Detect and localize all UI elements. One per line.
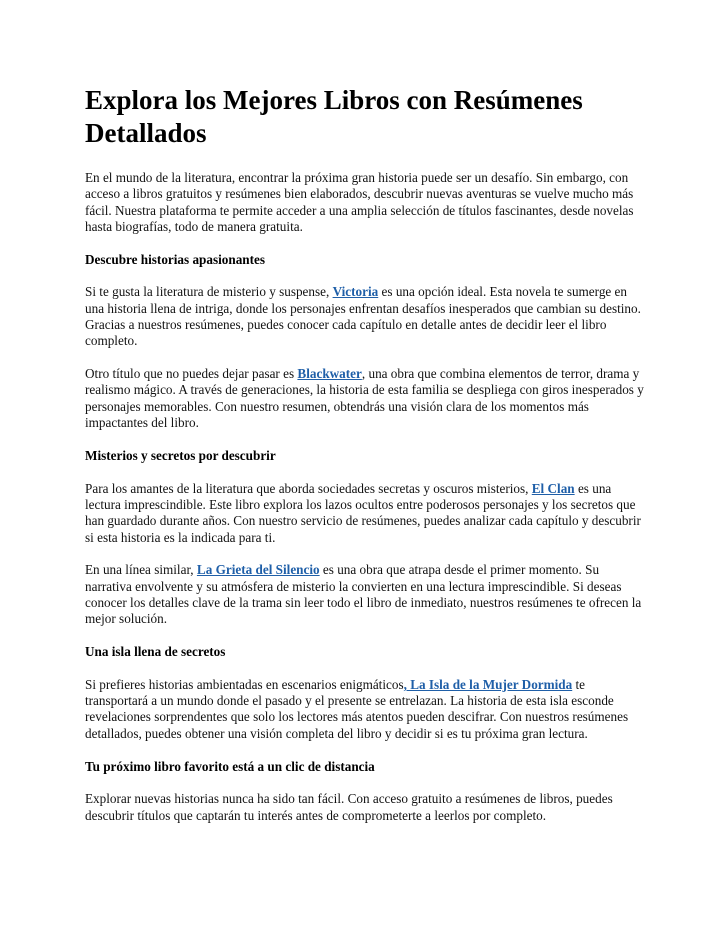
link-blackwater[interactable]: Blackwater	[297, 366, 362, 382]
paragraph-la-isla	[85, 677, 645, 742]
link-la-isla-de-la-mujer-dormida[interactable]: , La Isla de la Mujer Dormida	[403, 676, 573, 692]
link-el-clan[interactable]: El Clan	[531, 480, 575, 496]
paragraph-text: es una obra que atrapa desde el primer momento. Su narrativa envolvente y su atmósfera de misterio la convierten en una lectura imprescindible. Si deseas conocer los detalles clave de la trama sin leer todo el libro de inmediato, nuestros resúmenes te ofrecen la mejor solución.	[85, 562, 642, 627]
paragraph-text: Si prefieres historias ambientadas en escenarios enigmáticos	[85, 676, 404, 692]
paragraph-closing: Explorar nuevas historias nunca ha sido tan fácil. Con acceso gratuito a resúmenes de libros, puedes descubrir títulos que captarán tu interés antes de comprometerte a leerlos por completo.	[85, 791, 613, 823]
paragraph-text: es una opción ideal. Esta novela te sumerge en una historia llena de intriga, donde los personajes enfrentan desafíos inesperados que cambian su destino. Gracias a nuestros resúmenes, puedes conocer cada capítulo en detalle antes de decidir leer el libro completo.	[85, 284, 641, 349]
paragraph-text: es una lectura imprescindible. Este libro explora los lazos ocultos entre poderosos personajes y los secretos que han guardado durante años. Con nuestro servicio de resúmenes, puedes analizar cada capítulo y descubrir si esta historia es la indicada para ti.	[85, 480, 641, 545]
paragraph-text: Otro título que no puedes dejar pasar es	[85, 366, 298, 382]
paragraph-victoria	[85, 284, 645, 349]
section-heading-mysteries: Misterios y secretos por descubrir	[85, 447, 276, 463]
paragraph-el-clan	[85, 481, 645, 546]
paragraph-text: , una obra que combina elementos de terror, drama y realismo mágico. A través de generaciones, la historia de esta familia se despliega con giros inesperados y personajes memorables. Con nuestro resumen, obtendrás una visión clara de los momentos más impactantes del libro.	[85, 366, 644, 431]
document-page	[85, 84, 645, 840]
paragraph-text: En una línea similar,	[85, 562, 197, 578]
section-heading-discover: Descubre historias apasionantes	[85, 251, 266, 267]
link-victoria[interactable]: Victoria	[332, 284, 379, 300]
paragraph-text: Para los amantes de la literatura que aborda sociedades secretas y oscuros misterios,	[85, 480, 532, 496]
page-title: Explora los Mejores Libros con Resúmenes Detallados	[85, 85, 583, 148]
paragraph-blackwater	[85, 366, 645, 431]
link-la-grieta-del-silencio[interactable]: La Grieta del Silencio	[196, 562, 320, 578]
paragraph-text: Si te gusta la literatura de misterio y suspense,	[85, 284, 333, 300]
intro-paragraph: En el mundo de la literatura, encontrar la próxima gran historia puede ser un desafío. Sin embargo, con acceso a libros gratuitos y resúmenes bien elaborados, descubrir nuevas aventuras se vuelve mucho más fácil. Nuestra plataforma te permite acceder a una amplia selección de títulos fascinantes, desde novelas hasta biografías, todo de manera gratuita.	[85, 170, 634, 234]
paragraph-text: te transportará a un mundo donde el pasado y el presente se entrelazan. La historia de esta isla esconde revelaciones sorprendentes que solo los lectores más atentos pueden descifrar. Con nuestros resúmenes detallados, puedes obtener una visión completa del libro y decidir si es tu próxima gran lectura.	[85, 676, 629, 741]
section-heading-next-book: Tu próximo libro favorito está a un clic de distancia	[85, 758, 375, 774]
paragraph-la-grieta	[85, 562, 645, 627]
section-heading-island: Una isla llena de secretos	[85, 644, 226, 660]
